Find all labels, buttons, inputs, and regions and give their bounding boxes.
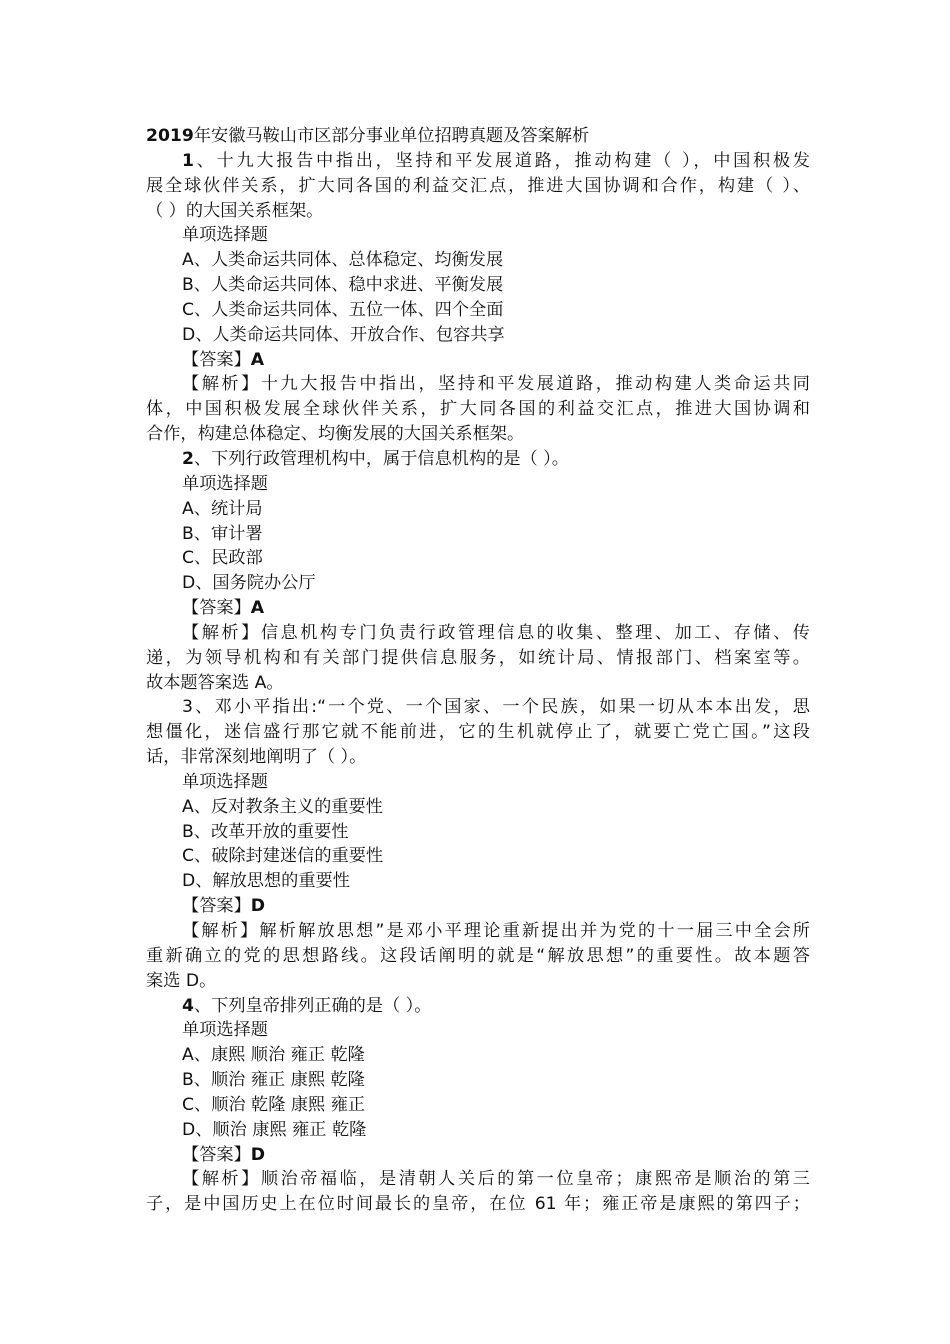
- question-3-option-a: A、反对教条主义的重要性: [182, 796, 383, 817]
- question-2-option-a: A、统计局: [182, 498, 263, 519]
- question-3-explanation: 【解析】解析解放思想”是邓小平理论重新提出并为党的十一届三中全会所 重新确立的党的思想路线。这段话阐明的就是“解放思想”的重要性。故本题答 案选 D。: [146, 921, 810, 991]
- question-4-option-b: B、顺治 雍正 康熙 乾隆: [182, 1070, 365, 1091]
- question-1-stem: 1、十九大报告中指出，坚持和平发展道路，推动构建（ ），中国积极发 展全球伙伴关系，扩大同各国的利益交汇点，推进大国协调和合作，构建（ ）、 （ ）的大国关系框架。: [146, 150, 810, 221]
- question-4-explanation: 【解析】顺治帝福临，是清朝人关后的第一位皇帝；康熙帝是顺治的第三 子，是中国历史上在位时间最长的皇帝，在位 61 年；雍正帝是康熙的第四子；: [146, 1169, 810, 1215]
- document-page: [146, 124, 810, 1217]
- question-2-type: 单项选择题: [182, 473, 268, 494]
- question-3-option-b: B、改革开放的重要性: [182, 821, 349, 842]
- question-3-type: 单项选择题: [182, 771, 268, 792]
- question-4-option-c: C、顺治 乾隆 康熙 雍正: [182, 1094, 366, 1115]
- question-3-answer: 【答案】D: [182, 896, 266, 917]
- question-1-option-d: D、人类命运共同体、开放合作、包容共享: [182, 324, 505, 345]
- question-1-answer: 【答案】A: [182, 349, 265, 370]
- question-1-option-c: C、人类命运共同体、五位一体、四个全面: [182, 299, 504, 320]
- question-2-answer: 【答案】A: [182, 598, 265, 619]
- question-1-number: 1: [182, 150, 194, 171]
- document-title: [146, 124, 810, 149]
- question-2-option-c: C、民政部: [182, 548, 263, 569]
- title-year: 2019: [146, 126, 194, 146]
- question-2-number: 2: [182, 448, 194, 469]
- question-2-option-d: D、国务院办公厅: [182, 573, 316, 594]
- question-1-type: 单项选择题: [182, 225, 268, 246]
- question-4-answer: 【答案】D: [182, 1144, 266, 1165]
- question-3-option-c: C、破除封建迷信的重要性: [182, 846, 384, 867]
- question-4-stem: 4、下列皇帝排列正确的是（ ）。: [182, 995, 432, 1016]
- question-3-stem: 3、邓小平指出:“一个党、一个国家、一个民族，如果一切从本本出发，思 想僵化，迷信盛行那它就不能前进，它的生机就停止了，就要亡党亡国。”这段 话，非常深刻地阐明了（ ）。: [146, 697, 810, 768]
- title-text: 年安徽马鞍山市区部分事业单位招聘真题及答案解析: [193, 126, 590, 146]
- question-2-option-b: B、审计署: [182, 523, 263, 544]
- question-4-option-a: A、康熙 顺治 雍正 乾隆: [182, 1045, 365, 1066]
- question-3-option-d: D、解放思想的重要性: [182, 871, 350, 892]
- question-4-option-d: D、顺治 康熙 雍正 乾隆: [182, 1119, 367, 1140]
- question-1-option-b: B、人类命运共同体、稳中求进、平衡发展: [182, 275, 504, 296]
- question-4-number: 4: [182, 995, 194, 1016]
- question-1-option-a: A、人类命运共同体、总体稳定、均衡发展: [182, 250, 504, 271]
- question-2-explanation: 【解析】信息机构专门负责行政管理信息的收集、整理、加工、存储、传 递，为领导机构和有关部门提供信息服务，如统计局、情报部门、档案室等。 故本题答案选 A。: [146, 622, 810, 693]
- question-2-stem: 2、下列行政管理机构中，属于信息机构的是（ ）。: [182, 448, 569, 469]
- question-1-explanation: 【解析】十九大报告中指出，坚持和平发展道路，推动构建人类命运共同 体，中国积极发展全球伙伴关系，扩大同各国的利益交汇点，推进大国协调和 合作，构建总体稳定、均衡发展的大国关系框架。: [146, 374, 810, 445]
- question-4-type: 单项选择题: [182, 1020, 268, 1041]
